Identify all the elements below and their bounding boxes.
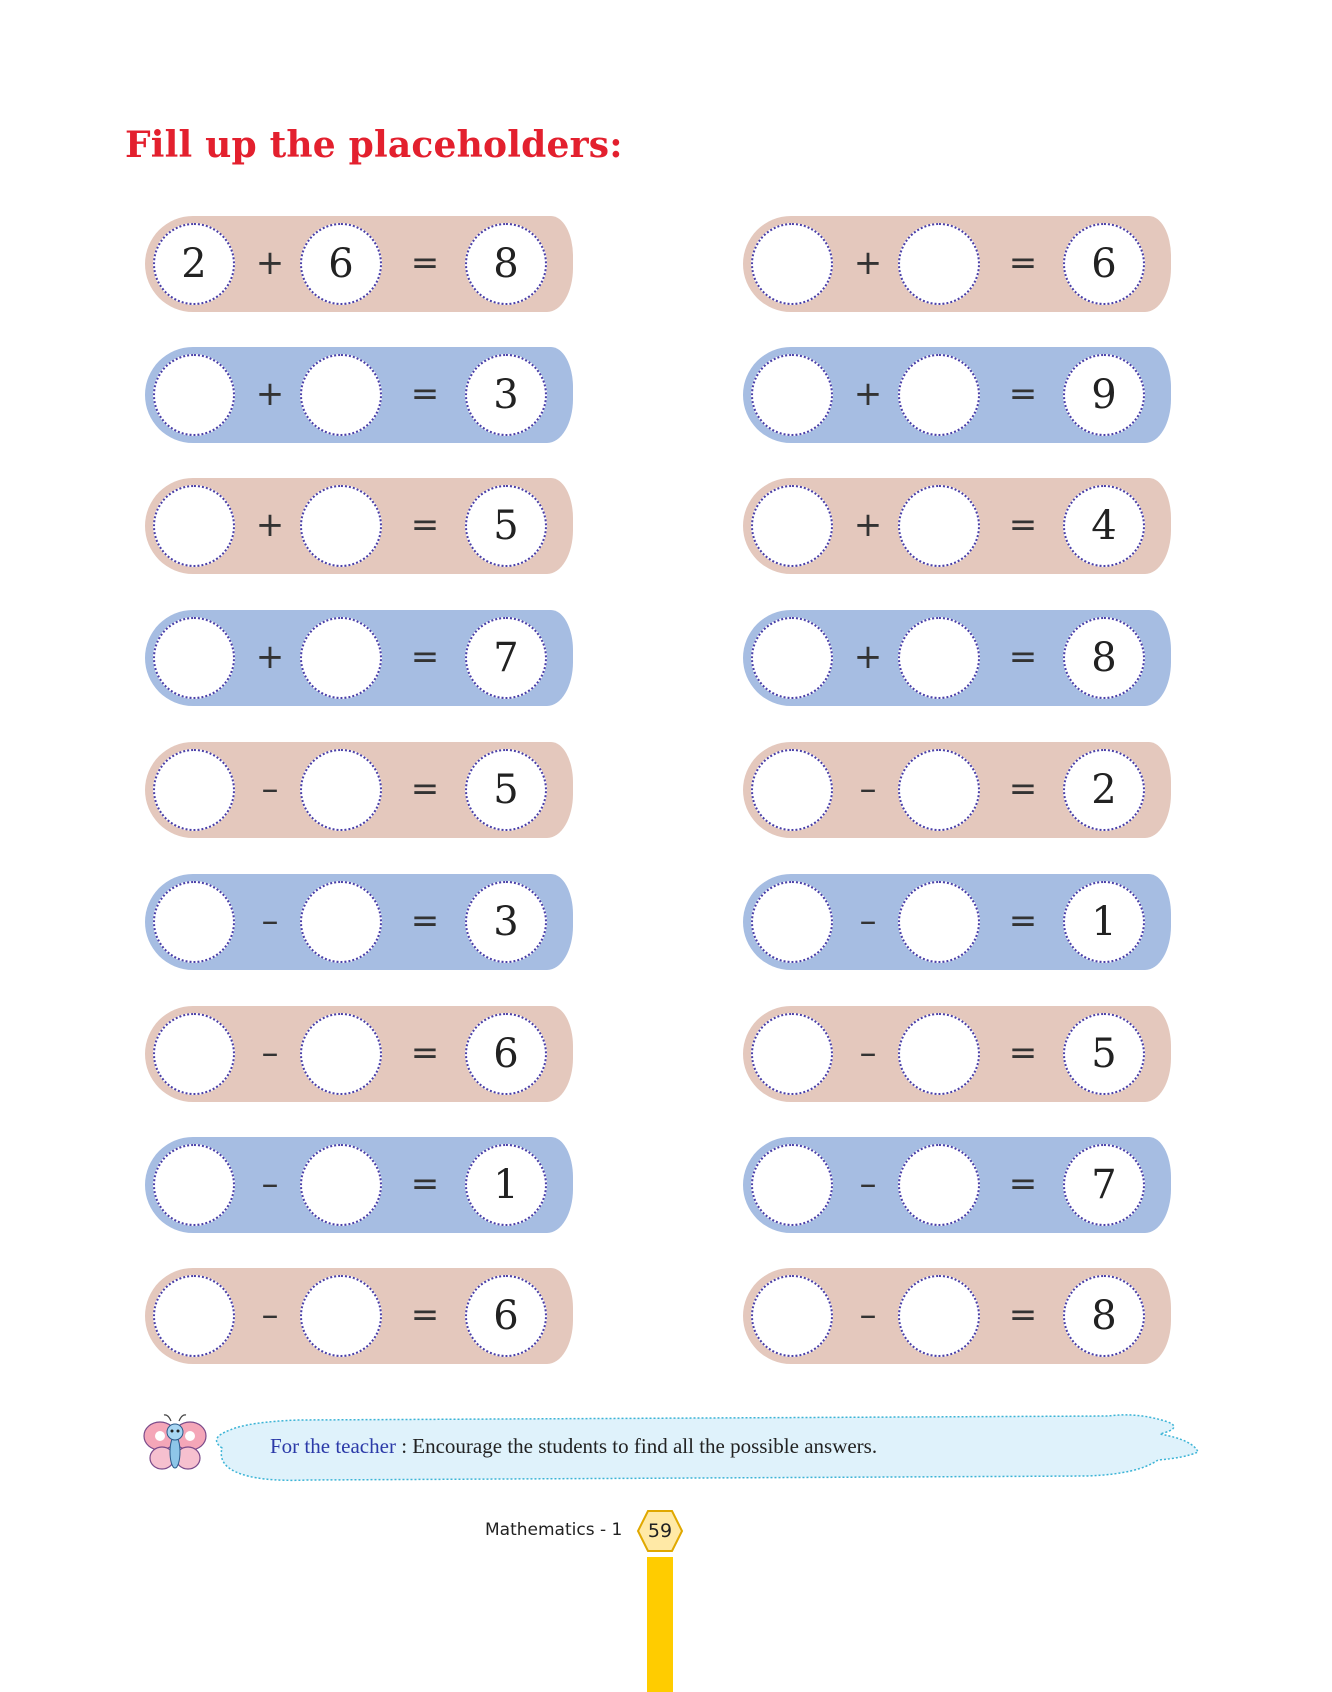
equals-sign: = (410, 1033, 440, 1073)
result-value: 4 (1063, 485, 1145, 567)
equation-strip (743, 347, 1171, 443)
first-operand-blank[interactable] (751, 617, 833, 699)
equals-sign: = (410, 374, 440, 414)
equals-sign: = (410, 901, 440, 941)
second-operand-blank[interactable] (898, 1275, 980, 1357)
result-value: 1 (1063, 881, 1145, 963)
second-operand-blank[interactable] (898, 881, 980, 963)
operator-sign: + (853, 374, 883, 414)
book-title: Mathematics - 1 (485, 1520, 623, 1540)
operator-sign: – (859, 1164, 877, 1204)
equation-strip (743, 610, 1171, 706)
operator-sign: – (859, 1033, 877, 1073)
equals-sign: = (410, 637, 440, 677)
operator-sign: – (261, 1033, 279, 1073)
page-edge-bar (647, 1557, 673, 1692)
first-operand-blank[interactable] (751, 485, 833, 567)
equation-strip (743, 742, 1171, 838)
equals-sign: = (1008, 374, 1038, 414)
equals-sign: = (1008, 769, 1038, 809)
result-value: 9 (1063, 354, 1145, 436)
operator-sign: + (853, 243, 883, 283)
result-value: 7 (465, 617, 547, 699)
operator-sign: – (261, 901, 279, 941)
equation-strip (743, 1006, 1171, 1102)
equation-strip (743, 1268, 1171, 1364)
equation-strip (145, 874, 573, 970)
second-operand-blank[interactable] (300, 485, 382, 567)
first-operand-blank[interactable] (153, 749, 235, 831)
second-operand-blank[interactable] (300, 881, 382, 963)
first-operand-blank[interactable] (751, 749, 833, 831)
second-operand-blank[interactable] (300, 749, 382, 831)
equals-sign: = (410, 505, 440, 545)
result-value: 6 (465, 1275, 547, 1357)
equation-strip (145, 742, 573, 838)
page-number: 59 (647, 1520, 673, 1542)
equation-strip (145, 1268, 573, 1364)
equation-strip (145, 216, 573, 312)
page-title: Fill up the placeholders: (125, 124, 623, 166)
result-value: 8 (1063, 617, 1145, 699)
equation-strip (145, 1137, 573, 1233)
equals-sign: = (1008, 505, 1038, 545)
equation-strip (145, 1006, 573, 1102)
result-value: 3 (465, 881, 547, 963)
first-operand-blank[interactable] (153, 1013, 235, 1095)
operator-sign: + (255, 374, 285, 414)
operator-sign: – (261, 1164, 279, 1204)
teacher-note (140, 1408, 1200, 1488)
second-operand-blank[interactable] (898, 1144, 980, 1226)
result-value: 6 (465, 1013, 547, 1095)
result-value: 7 (1063, 1144, 1145, 1226)
first-operand-blank[interactable] (751, 1013, 833, 1095)
second-operand-blank[interactable]: 6 (300, 223, 382, 305)
equation-strip (743, 216, 1171, 312)
equation-strip (743, 1137, 1171, 1233)
equation-strip (743, 478, 1171, 574)
operator-sign: – (261, 769, 279, 809)
operator-sign: – (859, 1295, 877, 1335)
operator-sign: + (255, 637, 285, 677)
butterfly-icon (140, 1410, 210, 1480)
result-value: 1 (465, 1144, 547, 1226)
first-operand-blank[interactable] (153, 881, 235, 963)
first-operand-blank[interactable] (153, 617, 235, 699)
equals-sign: = (1008, 901, 1038, 941)
equals-sign: = (1008, 1295, 1038, 1335)
second-operand-blank[interactable] (300, 1013, 382, 1095)
equals-sign: = (410, 1164, 440, 1204)
operator-sign: – (261, 1295, 279, 1335)
result-value: 3 (465, 354, 547, 436)
second-operand-blank[interactable] (898, 485, 980, 567)
second-operand-blank[interactable] (300, 617, 382, 699)
result-value: 8 (465, 223, 547, 305)
second-operand-blank[interactable] (898, 223, 980, 305)
equation-strip (743, 874, 1171, 970)
teacher-note-body: : Encourage the students to find all the possible answers. (395, 1434, 878, 1458)
first-operand-blank[interactable] (751, 223, 833, 305)
operator-sign: + (853, 637, 883, 677)
equation-strip (145, 347, 573, 443)
second-operand-blank[interactable] (300, 1144, 382, 1226)
equals-sign: = (1008, 1033, 1038, 1073)
second-operand-blank[interactable] (898, 749, 980, 831)
equals-sign: = (410, 243, 440, 283)
operator-sign: – (859, 769, 877, 809)
equation-strip (145, 610, 573, 706)
first-operand-blank[interactable] (751, 881, 833, 963)
first-operand-blank[interactable] (751, 354, 833, 436)
operator-sign: + (853, 505, 883, 545)
first-operand-blank[interactable] (751, 1144, 833, 1226)
equals-sign: = (1008, 637, 1038, 677)
result-value: 5 (465, 485, 547, 567)
second-operand-blank[interactable] (898, 354, 980, 436)
result-value: 5 (1063, 1013, 1145, 1095)
equals-sign: = (410, 769, 440, 809)
second-operand-blank[interactable] (300, 1275, 382, 1357)
first-operand-blank[interactable] (153, 1144, 235, 1226)
equals-sign: = (410, 1295, 440, 1335)
result-value: 5 (465, 749, 547, 831)
operator-sign: – (859, 901, 877, 941)
operator-sign: + (255, 243, 285, 283)
teacher-note-text (270, 1434, 877, 1459)
first-operand-blank[interactable] (153, 485, 235, 567)
first-operand-blank[interactable] (153, 354, 235, 436)
result-value: 2 (1063, 749, 1145, 831)
result-value: 8 (1063, 1275, 1145, 1357)
first-operand-blank[interactable]: 2 (153, 223, 235, 305)
equals-sign: = (1008, 243, 1038, 283)
equation-strip (145, 478, 573, 574)
first-operand-blank[interactable] (153, 1275, 235, 1357)
operator-sign: + (255, 505, 285, 545)
equals-sign: = (1008, 1164, 1038, 1204)
result-value: 6 (1063, 223, 1145, 305)
second-operand-blank[interactable] (898, 1013, 980, 1095)
first-operand-blank[interactable] (751, 1275, 833, 1357)
teacher-note-label: For the teacher (270, 1434, 396, 1458)
second-operand-blank[interactable] (300, 354, 382, 436)
second-operand-blank[interactable] (898, 617, 980, 699)
